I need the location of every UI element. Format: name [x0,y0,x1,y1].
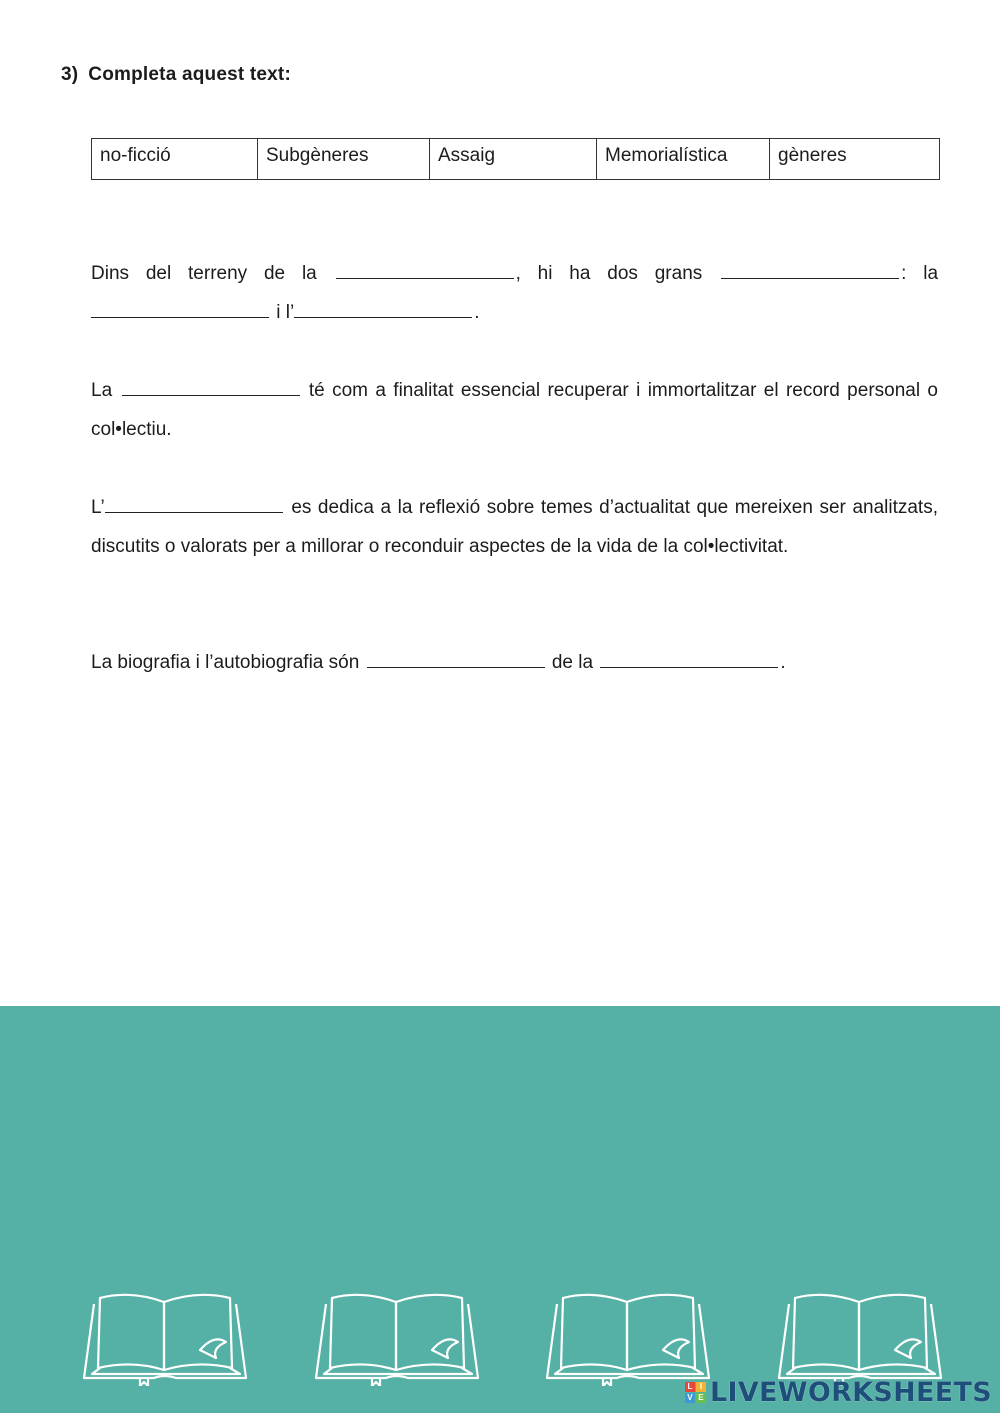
answer-blank[interactable] [721,258,899,279]
text-segment: La biografia i l’autobiografia són [91,652,360,673]
text-segment: de la [551,652,594,673]
text-segment: La [91,380,113,401]
text-segment: . [474,302,480,323]
text-segment: . [780,652,786,673]
logo-letter: I [696,1382,706,1392]
text-segment: té com a finalitat essencial recuperar i immortalitzar el record personal o col•lectiu. [91,380,939,440]
text-segment: Dins del terreny de la [91,263,317,284]
answer-blank[interactable] [600,647,778,668]
word-bank-table [91,138,940,180]
open-book-icon [543,1290,713,1386]
text-segment: i l’ [276,302,295,323]
paragraph-4 [91,643,938,682]
logo-letter: L [685,1382,695,1392]
answer-blank[interactable] [105,492,283,513]
word-bank-cell: Subgèneres [258,139,430,180]
open-book-icon [312,1290,482,1386]
text-segment: es dedica a la reflexió sobre temes d’actualitat que mereixen ser analitzats, discutits o valorats per a millorar o reconduir aspectes de la vida de la col•lectivitat. [91,497,938,557]
text-segment: : la [901,263,939,284]
open-book-icon [775,1290,945,1386]
word-bank-cell: Memorialística [597,139,770,180]
open-book-icon [80,1290,250,1386]
exercise-heading [61,64,291,86]
logo-mark-icon [685,1382,706,1403]
exercise-number: 3) [61,64,79,85]
paragraph-2 [91,371,938,449]
answer-blank[interactable] [122,375,300,396]
word-bank-cell: Assaig [430,139,597,180]
answer-blank[interactable] [367,647,545,668]
paragraph-1 [91,254,938,332]
logo-text: LIVEWORKSHEETS [709,1376,992,1408]
word-bank-row [92,139,940,180]
logo-letter: E [696,1393,706,1403]
logo-letter: V [685,1393,695,1403]
text-segment: L’ [91,497,105,518]
paragraph-3 [91,488,938,566]
word-bank-cell: no-ficció [92,139,258,180]
liveworksheets-logo [685,1377,992,1407]
word-bank-cell: gèneres [770,139,940,180]
answer-blank[interactable] [91,297,269,318]
answer-blank[interactable] [294,297,472,318]
text-segment: , hi ha dos grans [515,263,703,284]
exercise-title: Completa aquest text: [88,64,291,85]
answer-blank[interactable] [336,258,514,279]
